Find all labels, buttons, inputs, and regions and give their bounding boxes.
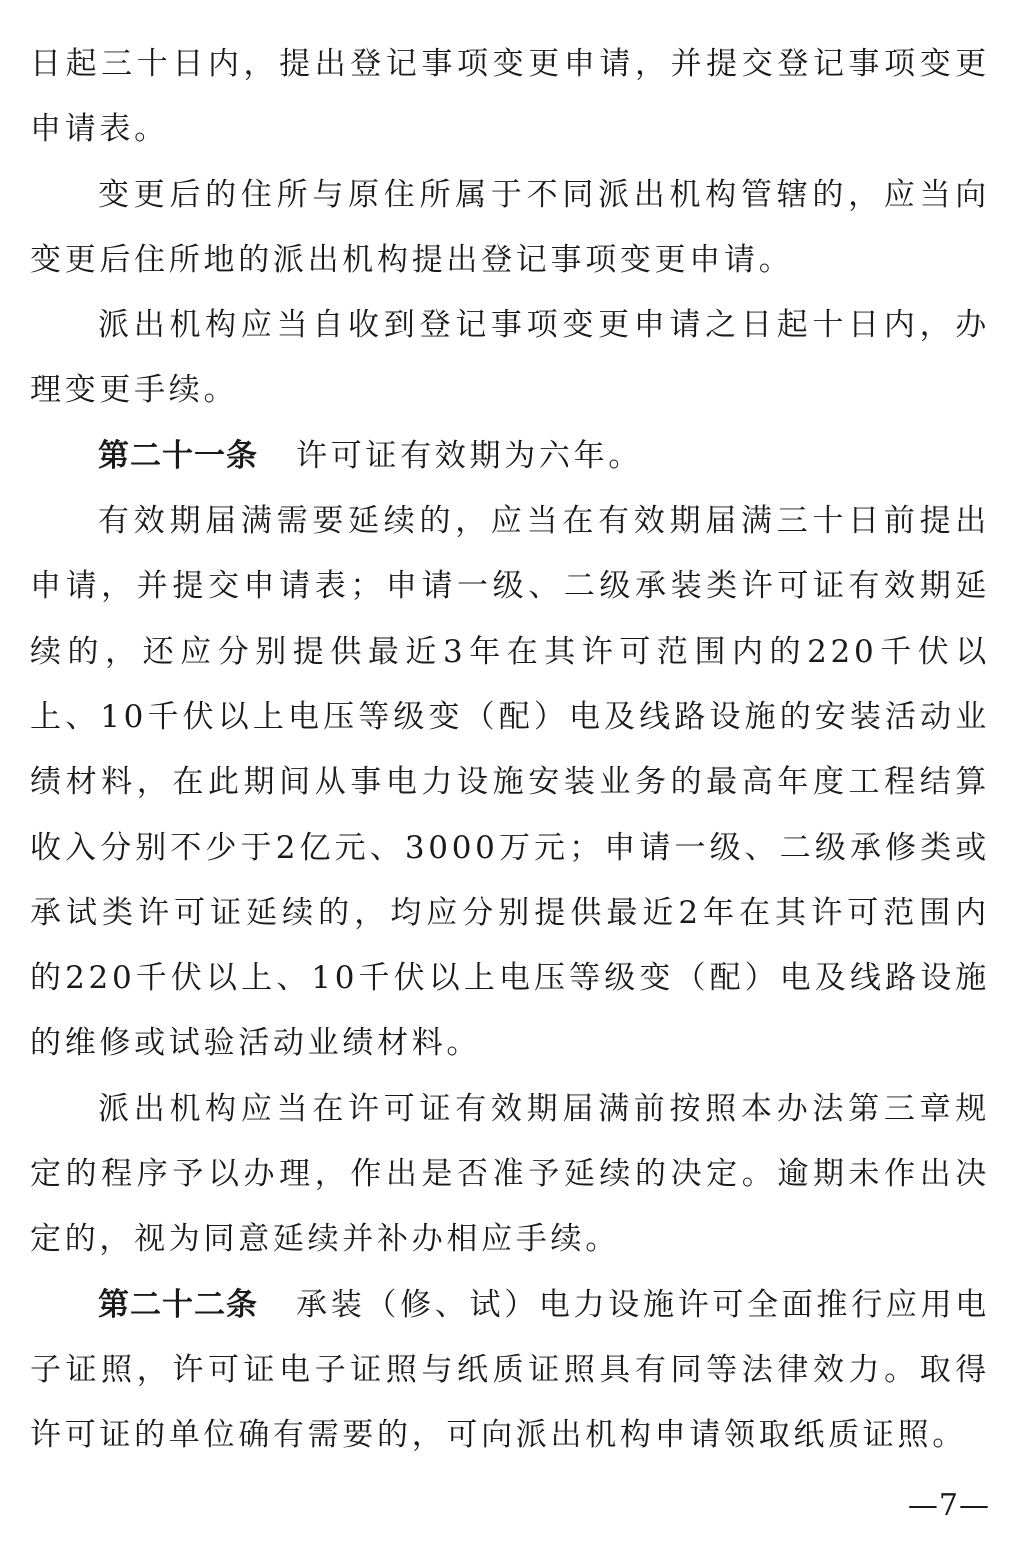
article-21-text: 许可证有效期为六年。 <box>296 437 643 474</box>
paragraph: 日起三十日内，提出登记事项变更申请，并提交登记事项变更申请表。 <box>30 46 990 148</box>
article-22-text: 承装（修、试）电力设施许可全面推行应用电子证照，许可证电子证照与纸质证照具有同等法律效力。取得许可证的单位确有需要的，可向派出机构申请领取纸质证照。 <box>30 1286 990 1454</box>
body-text <box>30 32 990 1469</box>
article-21-paragraph: 有效期届满需要延续的，应当在有效期届满三十日前提出申请，并提交申请表；申请一级、二级承装类许可证有效期延续的，还应分别提供最近3年在其许可范围内的220千伏以上、10千伏以上电压等级变（配）电及线路设施的安装活动业绩材料，在此期间从事电力设施安装业务的最高年度工程结算收入分别不少于2亿元、3000万元；申请一级、二级承修类或承试类许可证延续的，均应分别提供最近2年在其许可范围内的220千伏以上、10千伏以上电压等级变（配）电及线路设施的维修或试验活动业绩材料。 <box>30 503 990 1062</box>
paragraph: 派出机构应当自收到登记事项变更申请之日起十日内，办理变更手续。 <box>30 307 990 409</box>
article-21-number: 第二十一条 <box>98 437 258 474</box>
article-22-paragraph <box>30 1273 990 1469</box>
paragraph: 变更后的住所与原住所属于不同派出机构管辖的，应当向变更后住所地的派出机构提出登记事项变更申请。 <box>30 176 990 278</box>
article-21-paragraph: 派出机构应当在许可证有效期届满前按照本办法第三章规定的程序予以办理，作出是否准予延续的决定。逾期未作出决定的，视为同意延续并补办相应手续。 <box>30 1090 990 1258</box>
article-22-number: 第二十二条 <box>98 1286 258 1323</box>
article-21-heading-paragraph <box>30 424 990 489</box>
page-number: —7— <box>907 1488 990 1523</box>
